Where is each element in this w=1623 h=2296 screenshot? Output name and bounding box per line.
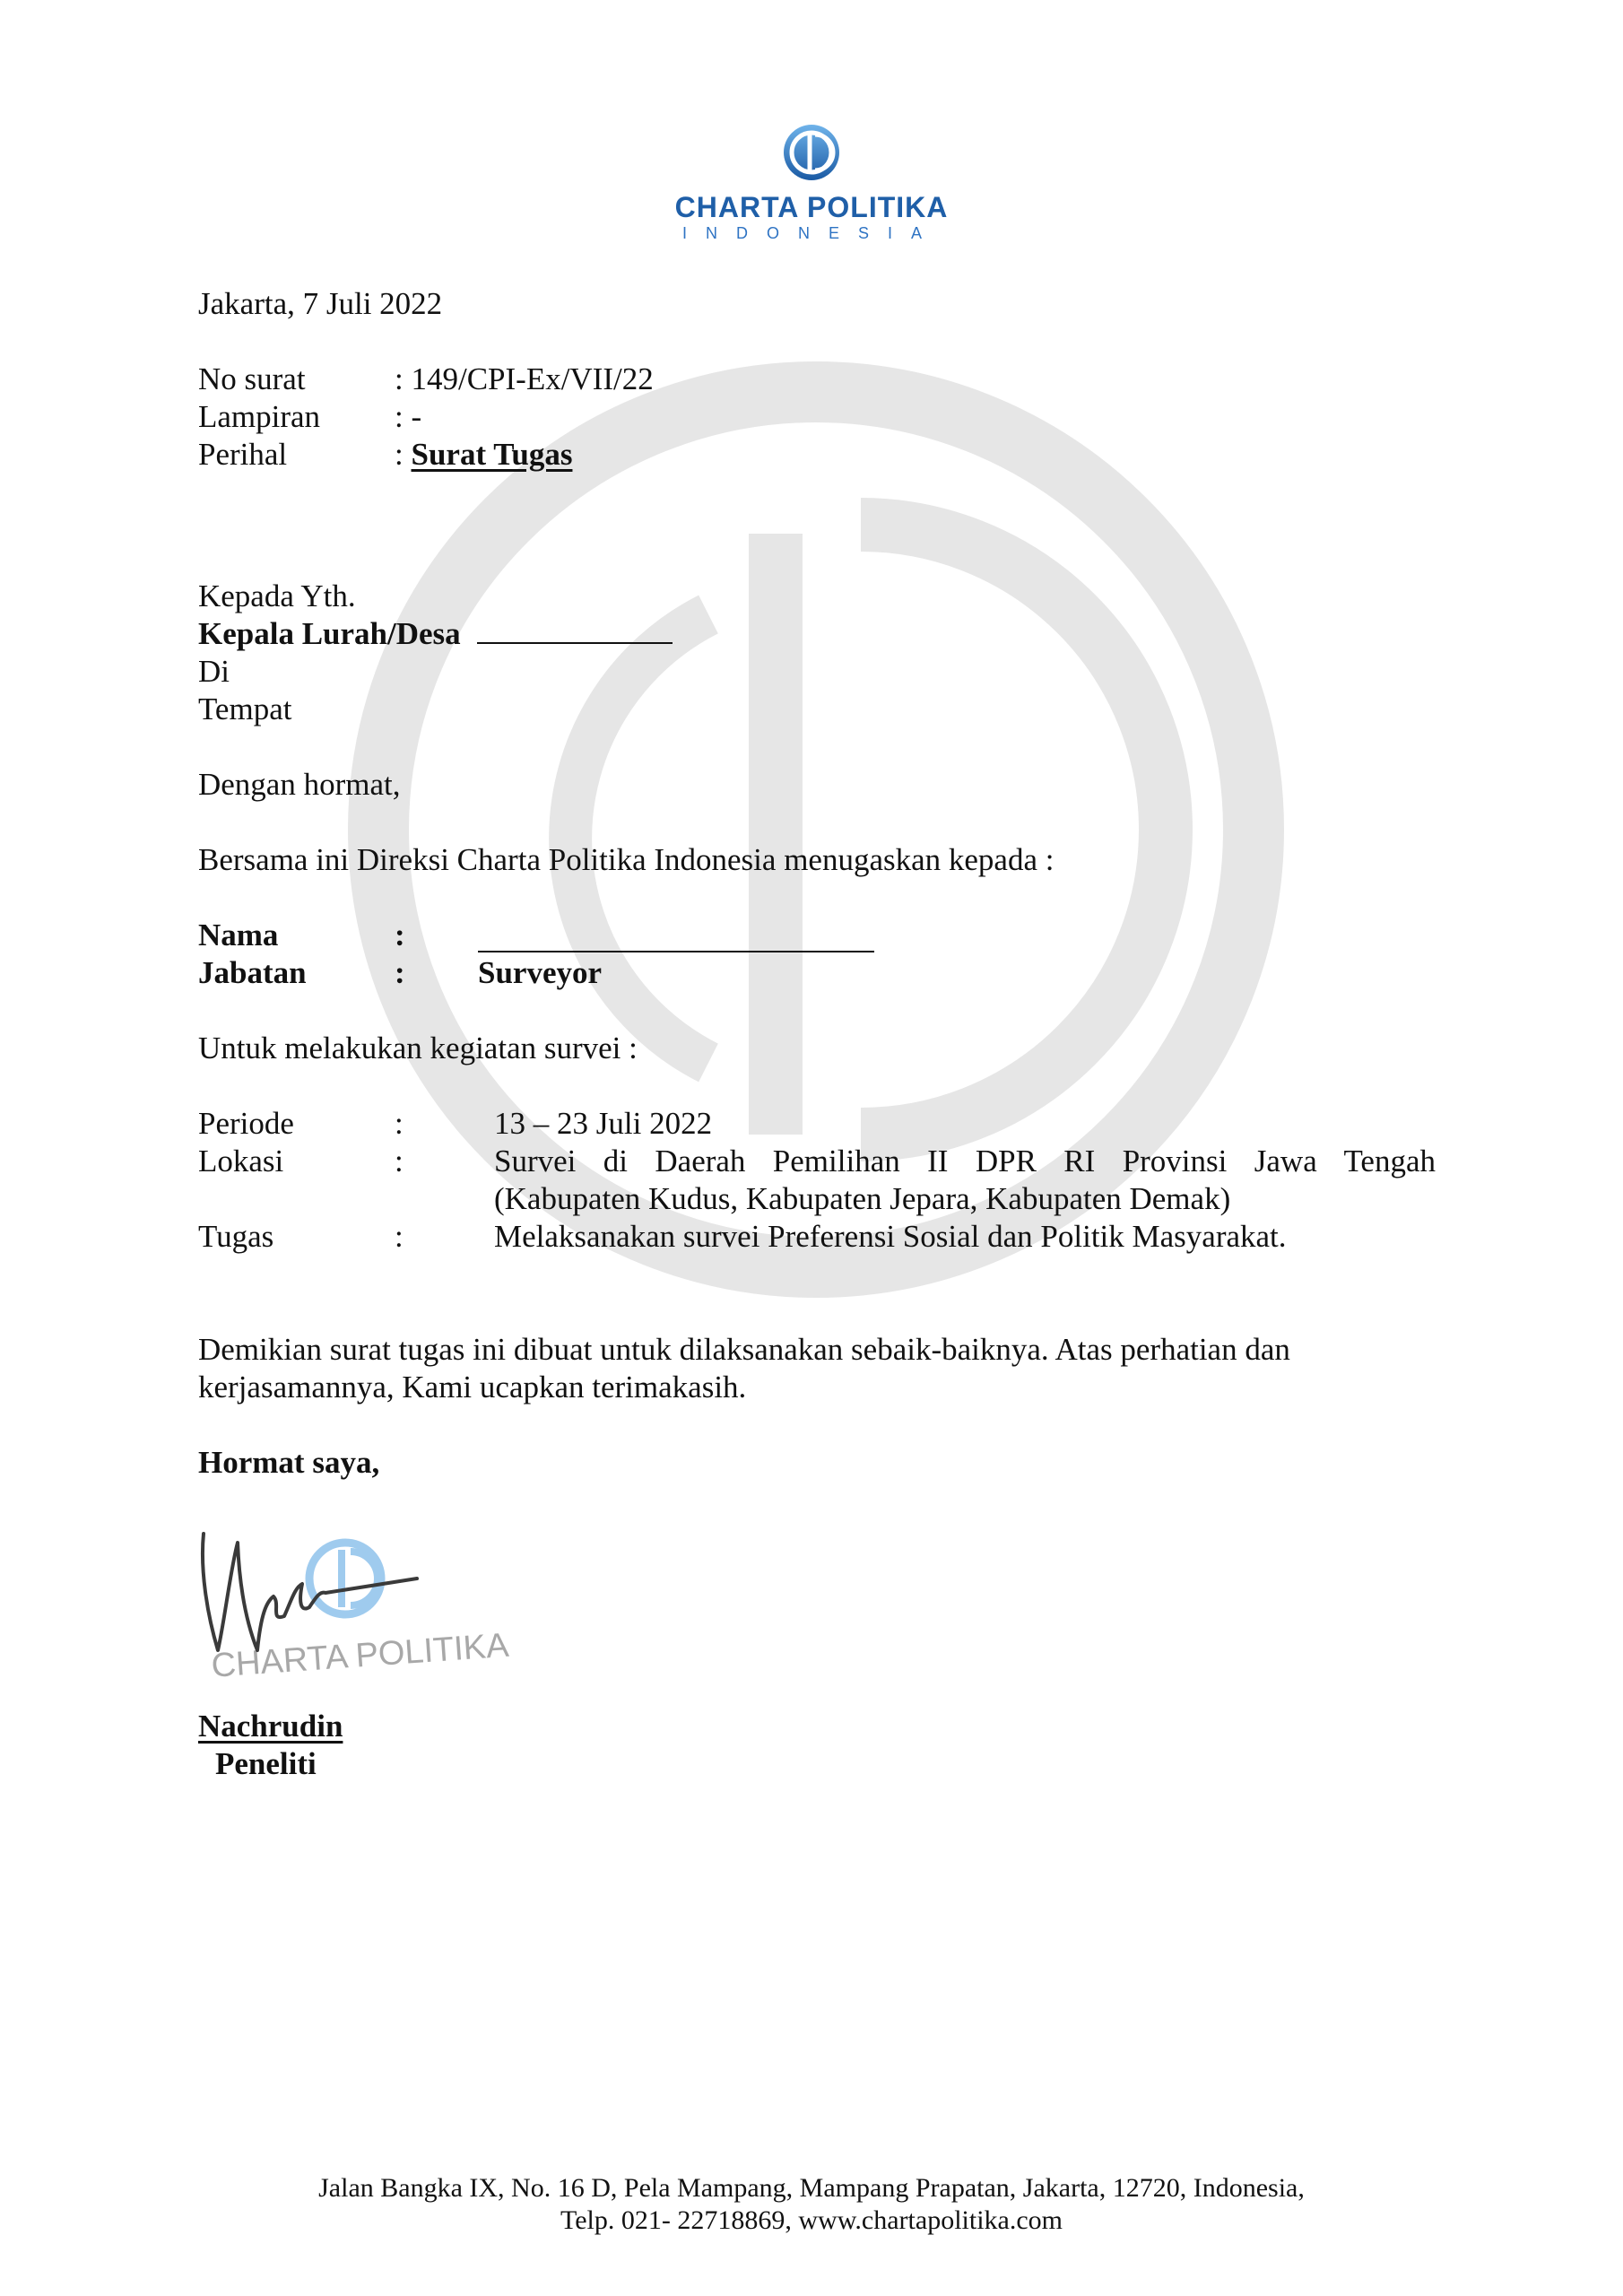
perihal-row [395,436,572,474]
company-subtitle: INDONESIA [681,224,942,242]
svg-text:CHARTA POLITIKA: CHARTA POLITIKA [210,1626,510,1677]
perihal-colon: : [395,437,404,472]
nama-label: Nama [198,918,279,952]
perihal-value: Surat Tugas [411,437,573,472]
recipient-line1: Kepada Yth. [198,578,356,613]
charta-politika-logo-icon [782,118,841,191]
recipient-line2: Kepala Lurah/Desa [198,616,461,651]
lampiran-value: : - [395,399,422,434]
lampiran-label: Lampiran [198,399,321,434]
nama-colon: : [395,918,405,952]
perihal-label: Perihal [198,437,288,472]
signature-image [184,1516,560,1677]
jabatan-value: Surveyor [478,955,603,990]
closing-line2: kerjasamannya, Kami ucapkan terimakasih. [198,1370,747,1405]
place-date: Jakarta, 7 Juli 2022 [198,286,443,321]
activity-intro: Untuk melakukan kegiatan survei : [198,1031,638,1065]
periode-label: Periode [198,1106,294,1141]
recipient-line4: Tempat [198,691,292,726]
footer-address: Jalan Bangka IX, No. 16 D, Pela Mampang, Mampang Prapatan, Jakarta, 12720, Indonesia, [318,2173,1305,2203]
regards: Hormat saya, [198,1445,380,1480]
periode-colon: : [395,1106,404,1141]
recipient-line2-row [198,615,673,653]
recipient-line3: Di [198,654,230,689]
jabatan-label: Jabatan [198,955,307,990]
signature-stamp [184,1516,560,1682]
blank-line-desa [477,642,673,644]
tugas-colon: : [395,1219,404,1254]
salutation: Dengan hormat, [198,767,401,802]
intro-text: Bersama ini Direksi Charta Politika Indonesia menugaskan kepada : [198,842,1055,877]
periode-value: 13 – 23 Juli 2022 [494,1106,713,1141]
company-name: CHARTA POLITIKA [674,191,949,223]
no-surat-value: : 149/CPI-Ex/VII/22 [395,361,654,396]
closing-line1: Demikian surat tugas ini dibuat untuk dilaksanakan sebaik-baiknya. Atas perhatian dan [198,1332,1290,1367]
jabatan-colon: : [395,955,405,990]
tugas-label: Tugas [198,1219,274,1254]
footer-contact: Telp. 021- 22718869, www.chartapolitika.com [560,2205,1063,2235]
tugas-value: Melaksanakan survei Preferensi Sosial dan Politik Masyarakat. [494,1219,1287,1254]
signer-name: Nachrudin [198,1709,343,1744]
lokasi-value-line2: (Kabupaten Kudus, Kabupaten Jepara, Kabupaten Demak) [494,1181,1231,1216]
blank-line-nama [478,951,874,952]
lokasi-colon: : [395,1144,404,1178]
lokasi-value-line1: Survei di Daerah Pemilihan II DPR RI Provinsi Jawa Tengah [494,1144,1436,1178]
lokasi-label: Lokasi [198,1144,284,1178]
no-surat-label: No surat [198,361,306,396]
signer-title: Peneliti [215,1746,317,1781]
